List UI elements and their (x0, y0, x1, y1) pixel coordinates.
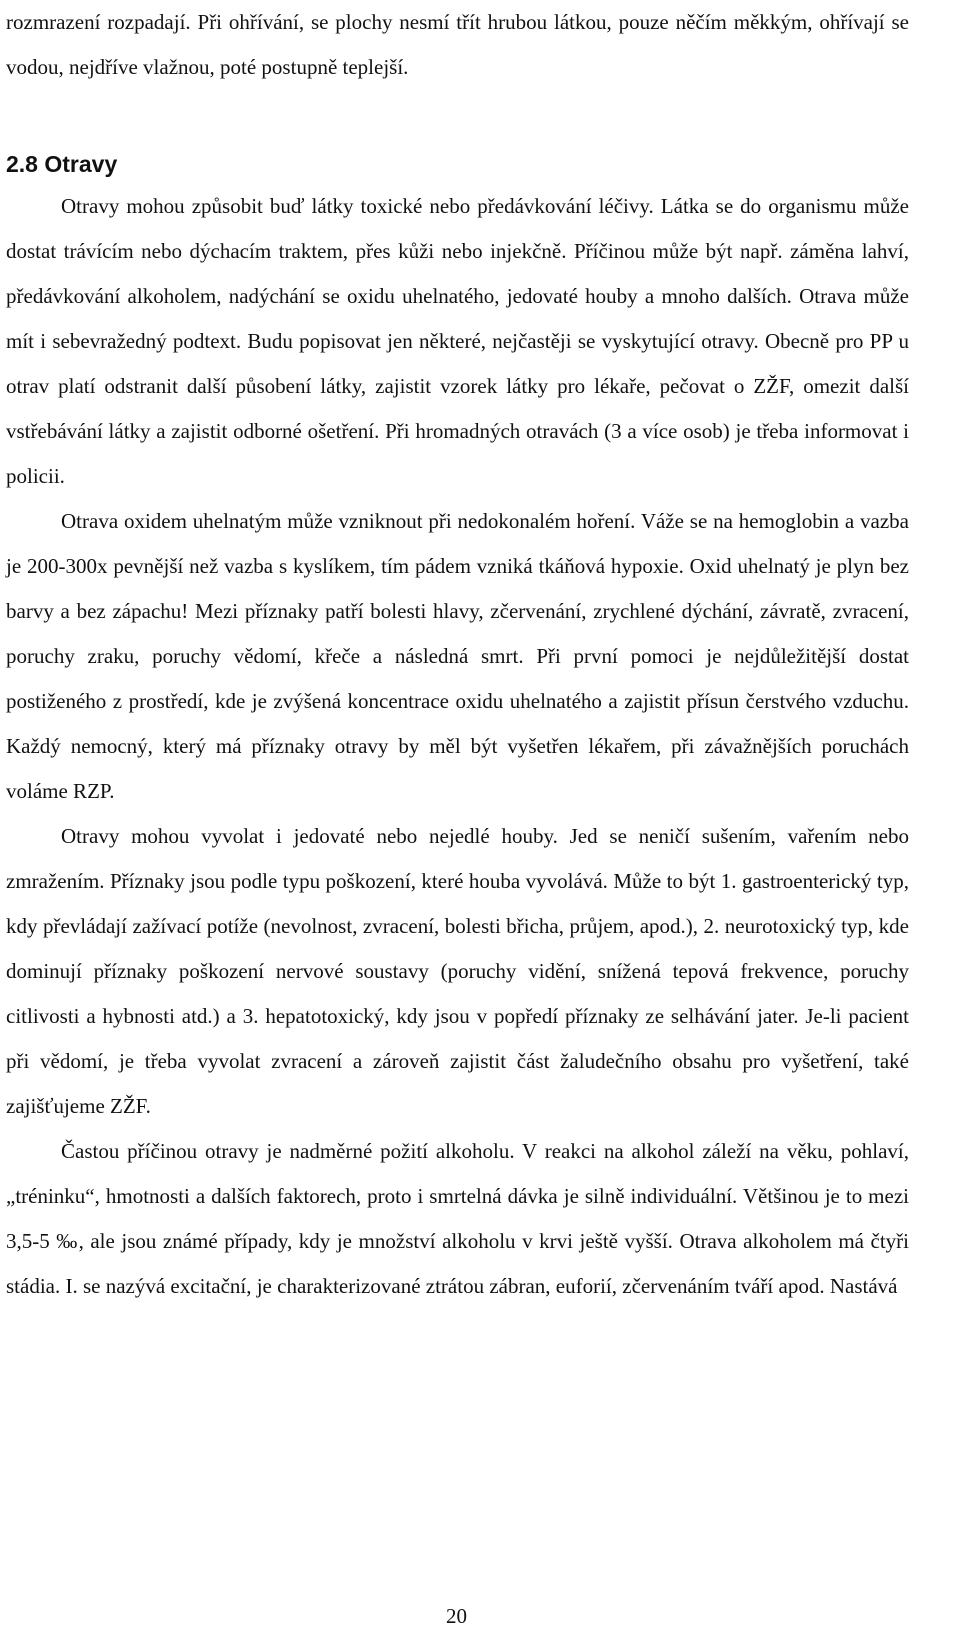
paragraph-poisoning-overview: Otravy mohou způsobit buď látky toxické nebo předávkování léčivy. Látka se do organismu může dostat trávícím nebo dýchacím traktem, přes kůži nebo injekčně. Příčinou může být např. záměna lahví, předávkování alkoholem, nadýchání se oxidu uhelnatého, jedovaté houby a mnoho dalších. Otrava může mít i sebevražedný podtext. Budu popisovat jen některé, nejčastěji se vyskytující otravy. Obecně pro PP u otrav platí odstranit další působení látky, zajistit vzorek látky pro lékaře, pečovat o ZŽF, omezit další vstřebávání látky a zajistit odborné ošetření. Při hromadných otravách (3 a více osob) je třeba informovat i policii. (6, 194, 909, 488)
section-spacer (6, 90, 909, 140)
intro-paragraph: rozmrazení rozpadají. Při ohřívání, se plochy nesmí třít hrubou látkou, pouze něčím měkkým, ohřívají se vodou, nejdříve vlažnou, poté postupně teplejší. (6, 10, 909, 79)
document-body (6, 0, 909, 1309)
section-heading: 2.8 Otravy (6, 151, 118, 177)
paragraph-alcohol: Častou příčinou otravy je nadměrné požití alkoholu. V reakci na alkohol záleží na věku, pohlaví, „tréninku“, hmotnosti a dalších faktorech, proto i smrtelná dávka je silně individuální. Většinou je to mezi 3,5-5 ‰, ale jsou známé případy, kdy je množství alkoholu v krvi ještě vyšší. Otrava alkoholem má čtyři stádia. I. se nazývá excitační, je charakterizované ztrátou zábran, euforií, zčervenáním tváří apod. Nastává (6, 1139, 909, 1298)
paragraph-mushrooms: Otravy mohou vyvolat i jedovaté nebo nejedlé houby. Jed se neničí sušením, vařením nebo zmražením. Příznaky jsou podle typu poškození, které houba vyvolává. Může to být 1. gastroenterický typ, kdy převládají zažívací potíže (nevolnost, zvracení, bolesti břicha, průjem, apod.), 2. neurotoxický typ, kde dominují příznaky poškození nervové soustavy (poruchy vidění, snížená tepová frekvence, poruchy citlivosti a hybnosti atd.) a 3. hepatotoxický, kdy jsou v popředí příznaky ze selhávání jater. Je-li pacient při vědomí, je třeba vyvolat zvracení a zároveň zajistit část žaludečního obsahu pro vyšetření, také zajišťujeme ZŽF. (6, 824, 909, 1118)
page-number: 20 (446, 1604, 467, 1628)
paragraph-carbon-monoxide: Otrava oxidem uhelnatým může vzniknout při nedokonalém hoření. Váže se na hemoglobin a vazba je 200-300x pevnější než vazba s kyslíkem, tím pádem vzniká tkáňová hypoxie. Oxid uhelnatý je plyn bez barvy a bez zápachu! Mezi příznaky patří bolesti hlavy, zčervenání, zrychlené dýchání, závratě, zvracení, poruchy zraku, poruchy vědomí, křeče a následná smrt. Při první pomoci je nejdůležitější dostat postiženého z prostředí, kde je zvýšená koncentrace oxidu uhelnatého a zajistit přísun čerstvého vzduchu. Každý nemocný, který má příznaky otravy by měl být vyšetřen lékařem, při závažnějších poruchách voláme RZP. (6, 509, 909, 803)
